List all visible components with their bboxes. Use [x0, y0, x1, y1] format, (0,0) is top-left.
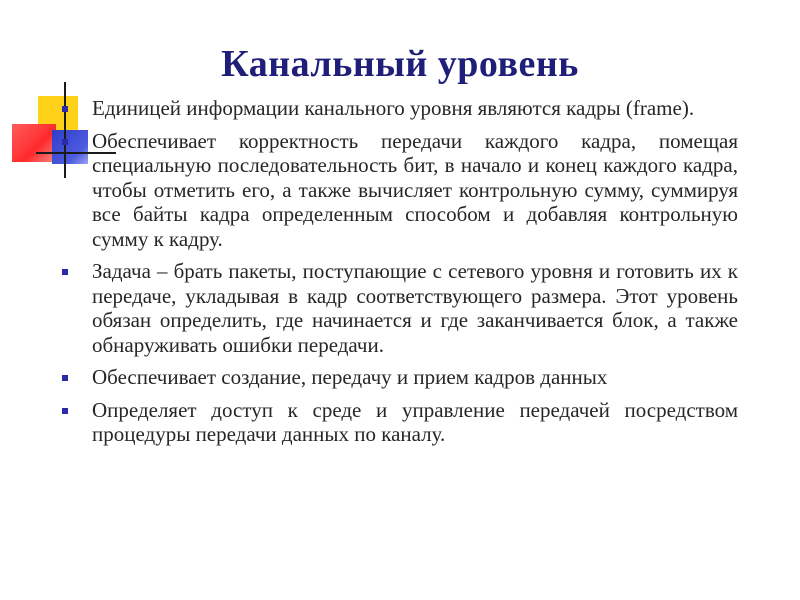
- bullet-item-4: [62, 365, 738, 390]
- bullet-list: [62, 96, 738, 455]
- bullet-text-5: Определяет доступ к среде и управление передачей посредством процедуры передачи данных по каналу.: [92, 397, 738, 446]
- square-bullet-icon: [62, 106, 68, 112]
- square-bullet-icon: [62, 375, 68, 381]
- bullet-item-3: [62, 259, 738, 357]
- bullet-text-2: Обеспечивает корректность передачи каждого кадра, помещая специальную последовательность бит, в начало и конец каждого кадра, чтобы отметить его, а также вычисляет контрольную сумму, суммируя все байты кадра определенным способом и добавляя контрольную сумму к кадру.: [92, 128, 738, 251]
- square-bullet-icon: [62, 139, 68, 145]
- bullet-item-2: [62, 129, 738, 252]
- bullet-text-3: Задача – брать пакеты, поступающие с сетевого уровня и готовить их к передаче, укладывая в кадр соответствующего размера. Этот уровень обязан определить, где начинается и где заканчивается блок, а также обнаруживать ошибки передачи.: [92, 259, 738, 357]
- bullet-text-1: Единицей информации канального уровня являются кадры (frame).: [92, 96, 695, 120]
- bullet-item-5: [62, 398, 738, 447]
- slide-title: Канальный уровень: [221, 43, 579, 85]
- square-bullet-icon: [62, 269, 68, 275]
- bullet-text-4: Обеспечивает создание, передачу и прием кадров данных: [92, 365, 608, 389]
- bullet-item-1: [62, 96, 738, 121]
- square-bullet-icon: [62, 408, 68, 414]
- decorative-red-square: [12, 124, 56, 162]
